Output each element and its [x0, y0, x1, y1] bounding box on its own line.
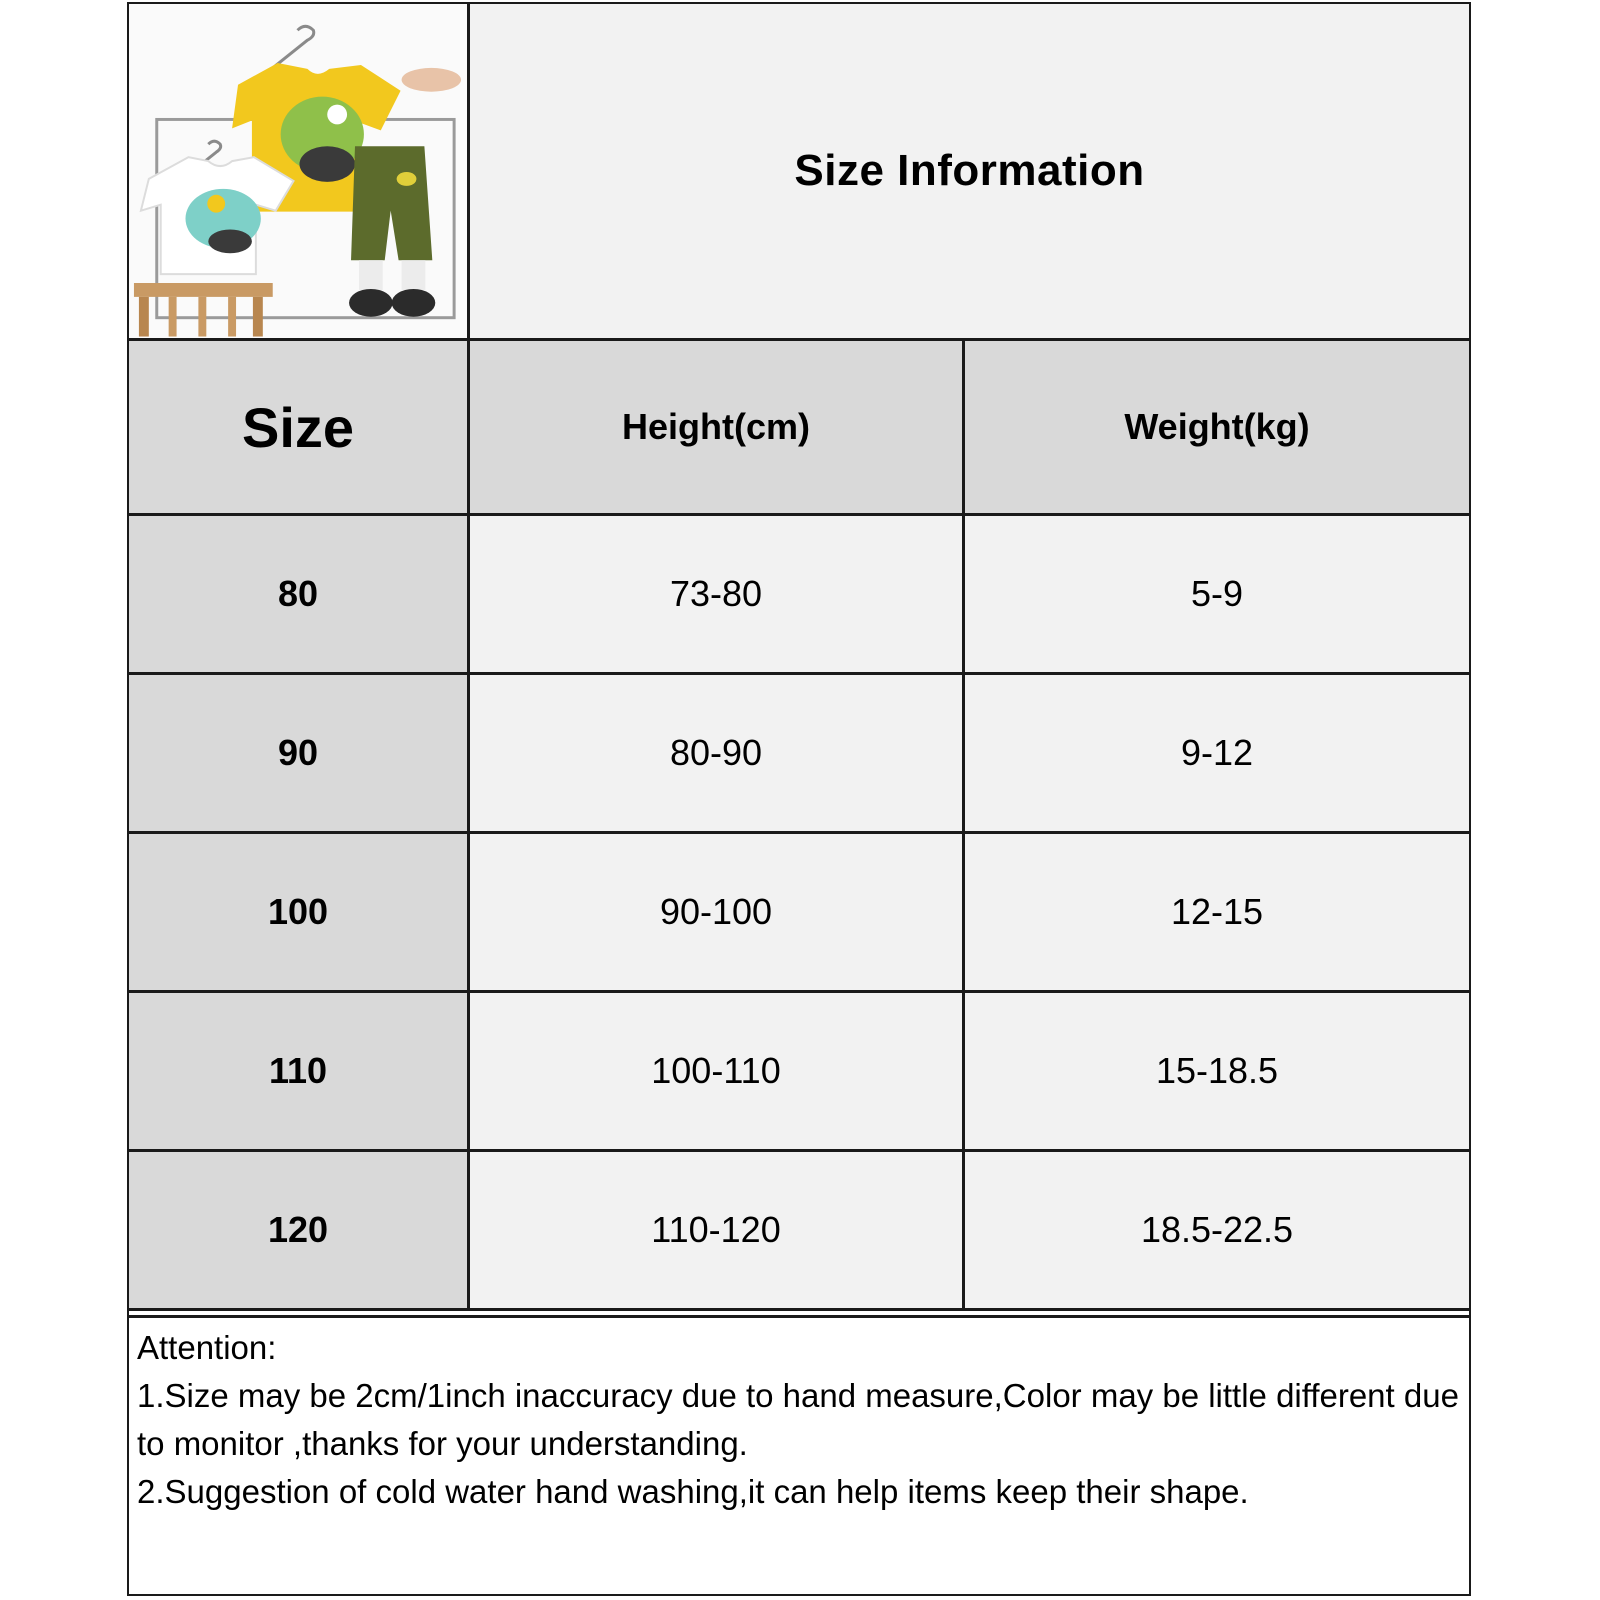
height-cell: 90-100 — [469, 833, 964, 992]
size-cell: 120 — [129, 1151, 469, 1310]
product-photo — [129, 4, 470, 338]
weight-cell: 15-18.5 — [964, 992, 1470, 1151]
height-cell: 73-80 — [469, 515, 964, 674]
size-table — [129, 341, 1469, 1311]
size-cell: 100 — [129, 833, 469, 992]
size-chart-sheet — [127, 2, 1471, 1596]
height-cell: 110-120 — [469, 1151, 964, 1310]
weight-cell: 12-15 — [964, 833, 1470, 992]
weight-cell: 18.5-22.5 — [964, 1151, 1470, 1310]
table-row — [129, 515, 1469, 674]
column-header-weight: Weight(kg) — [964, 341, 1470, 515]
table-row — [129, 1151, 1469, 1310]
weight-cell: 9-12 — [964, 674, 1470, 833]
size-cell: 110 — [129, 992, 469, 1151]
header-row — [129, 4, 1469, 341]
height-cell: 100-110 — [469, 992, 964, 1151]
size-cell: 80 — [129, 515, 469, 674]
page-title: Size Information — [794, 146, 1145, 195]
weight-cell: 5-9 — [964, 515, 1470, 674]
height-cell: 80-90 — [469, 674, 964, 833]
table-row — [129, 833, 1469, 992]
table-row — [129, 992, 1469, 1151]
attention-notes — [129, 1315, 1469, 1594]
notes-heading: Attention: — [137, 1329, 277, 1366]
column-header-height: Height(cm) — [469, 341, 964, 515]
size-cell: 90 — [129, 674, 469, 833]
notes-line-1: 1.Size may be 2cm/1inch inaccuracy due to hand measure,Color may be little different due to monitor ,thanks for your understanding. — [137, 1377, 1459, 1462]
notes-line-2: 2.Suggestion of cold water hand washing,it can help items keep their shape. — [137, 1473, 1249, 1510]
table-header-row — [129, 341, 1469, 515]
column-header-size: Size — [129, 341, 469, 515]
table-row — [129, 674, 1469, 833]
title-cell — [470, 4, 1469, 338]
